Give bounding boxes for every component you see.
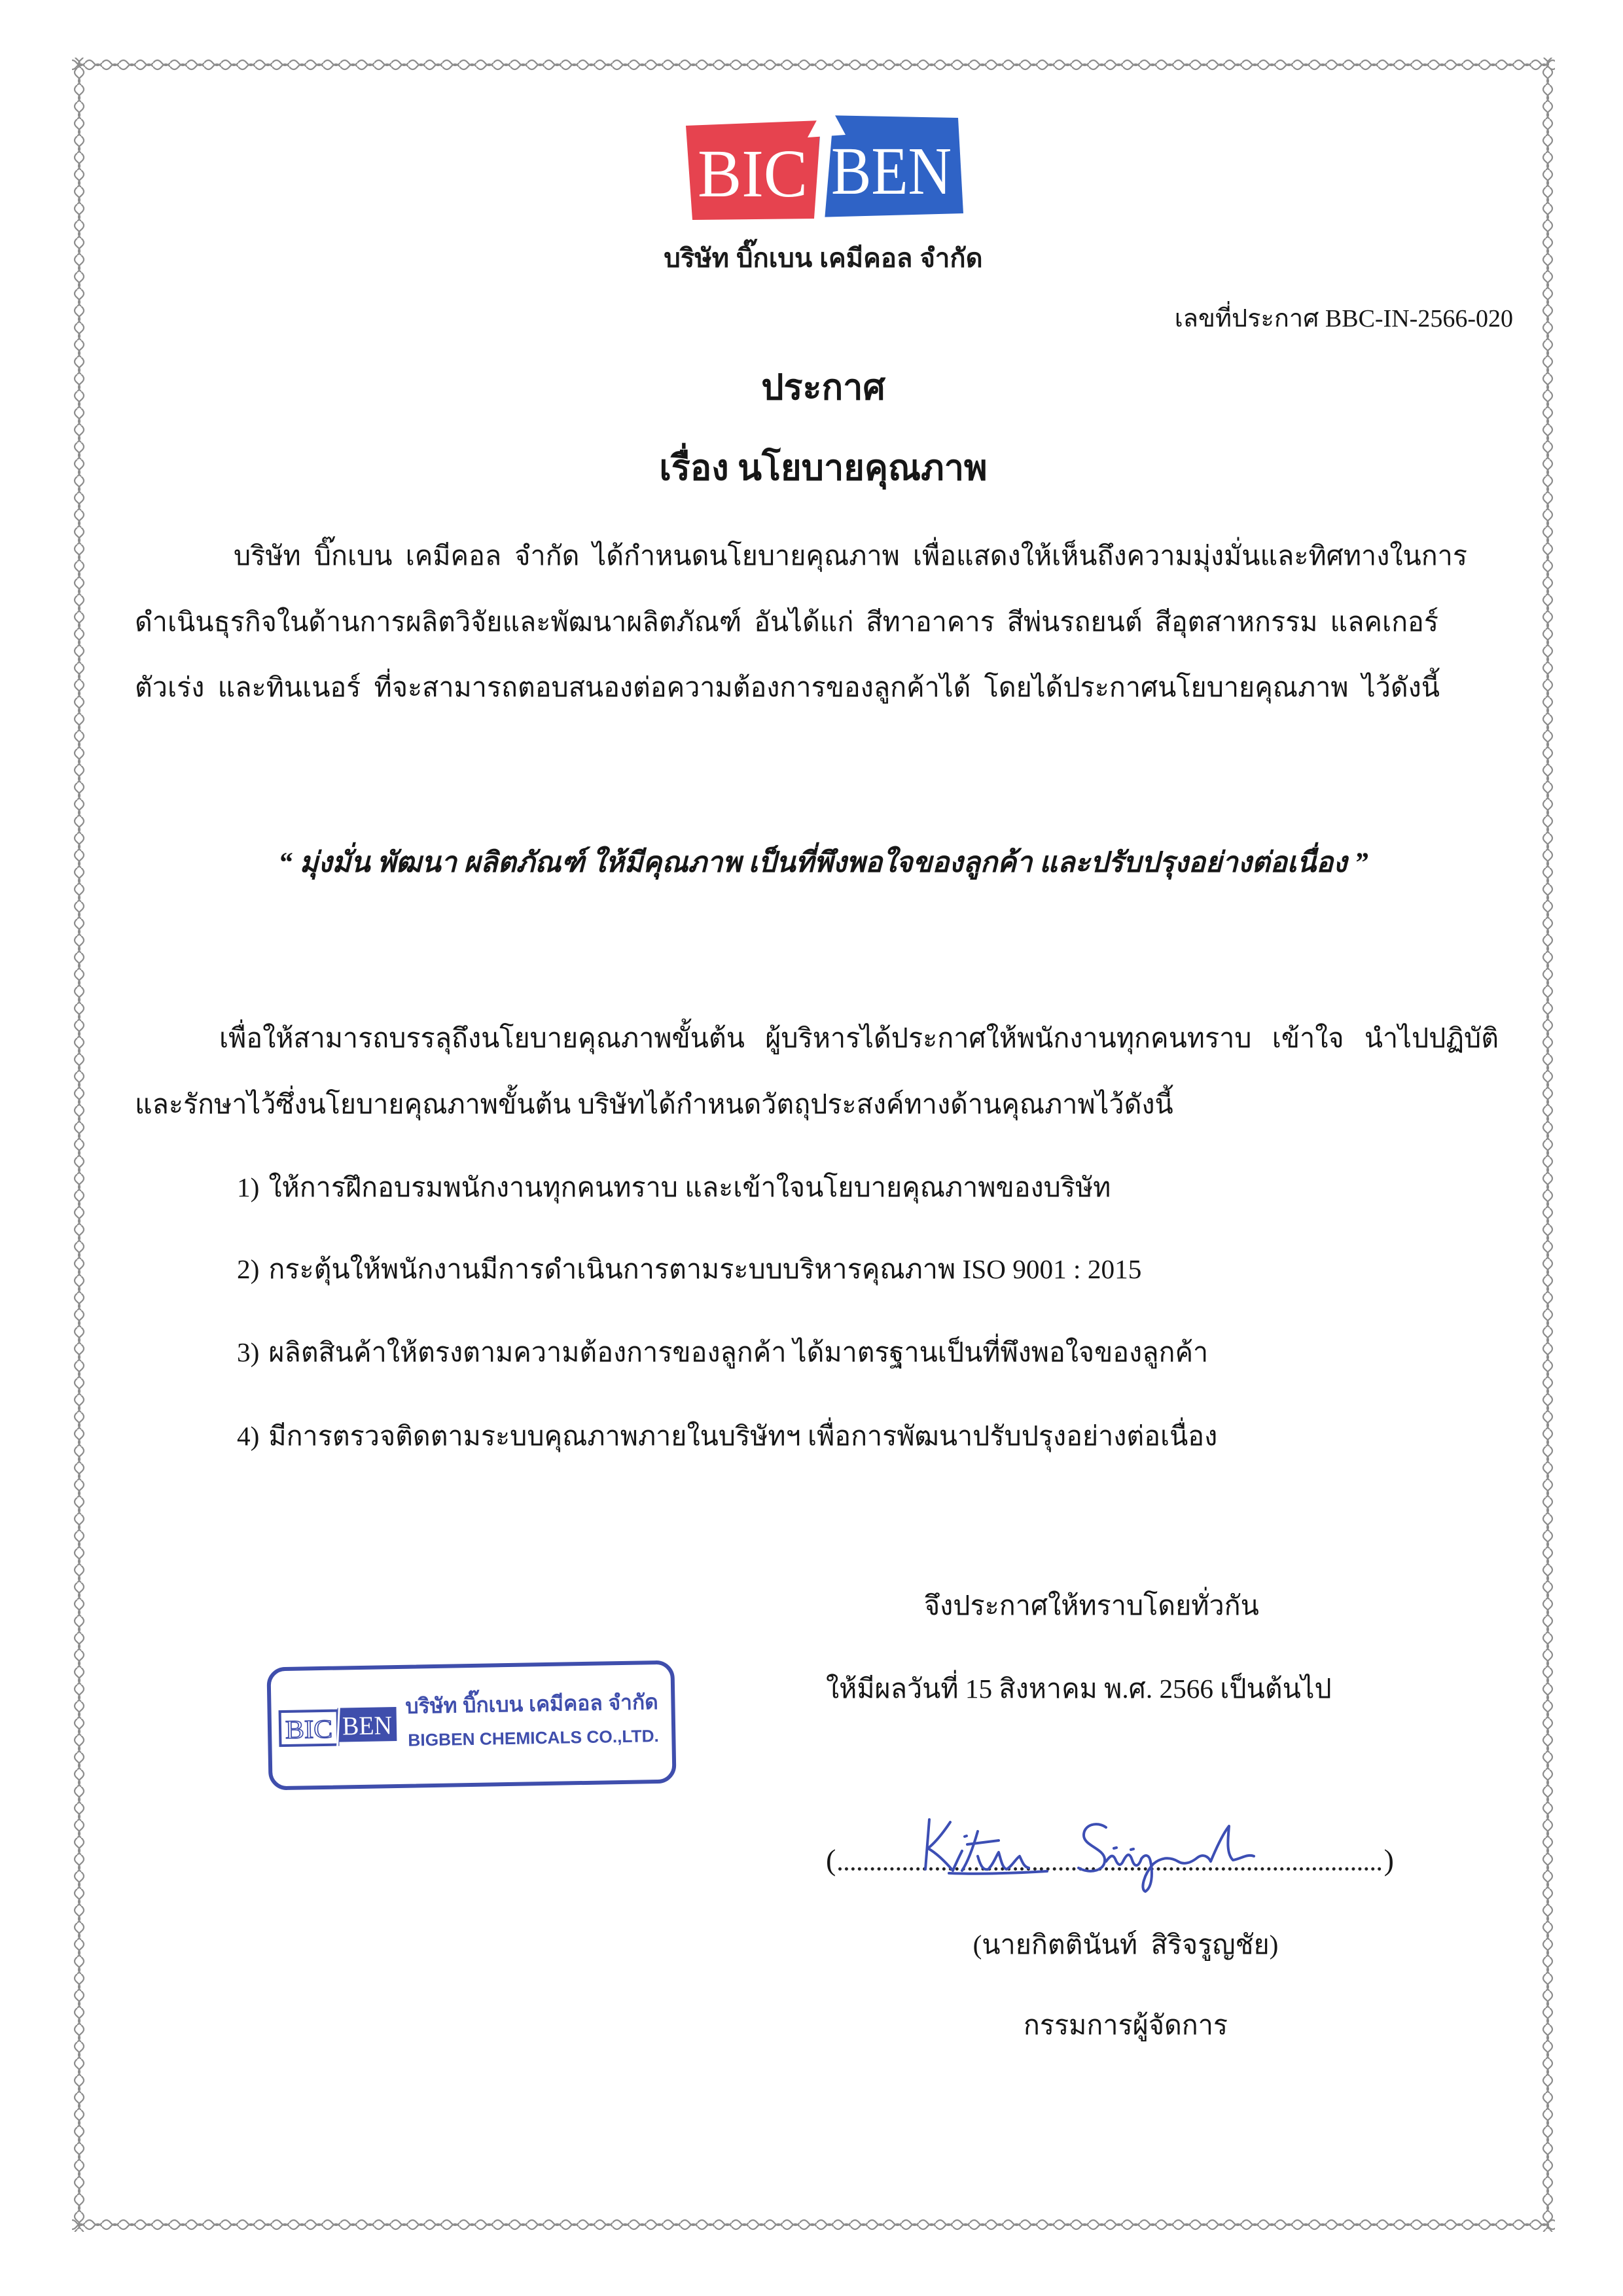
logo-text-ben: BEN — [831, 134, 952, 209]
objective-text: มีการตรวจติดตามระบบคุณภาพภายในบริษัทฯ เพื่อการพัฒนาปรับปรุงอย่างต่อเนื่อง — [268, 1421, 1218, 1451]
logo-text-bic: BIC — [698, 136, 808, 211]
border-bottom — [72, 2217, 1555, 2232]
document-subject: เรื่อง นโยบายคุณภาพ — [659, 448, 988, 488]
intro-line: ดำเนินธุรกิจในด้านการผลิตวิจัยและพัฒนาผลิตภัณฑ์ อันได้แก่ สีทาอาคาร สีพ่นรถยนต์ สีอุตสาหกรรม แลคเกอร์ — [135, 607, 1438, 637]
stamp-logo-bic: BIC — [285, 1713, 330, 1744]
objective-item — [237, 1248, 1480, 1290]
intro-line: ตัวเร่ง และทินเนอร์ ที่จะสามารถตอบสนองต่อความต้องการของลูกค้าได้ โดยได้ประกาศนโยบายคุณภาพ ไว้ดังนี้ — [135, 672, 1440, 702]
handwritten-signature — [910, 1793, 1289, 1905]
objective-number: 3) — [237, 1337, 260, 1367]
objective-item — [237, 1331, 1480, 1373]
stamp-company-name-th: บริษัท บิ๊กเบน เคมีคอล จำกัด — [405, 1690, 659, 1718]
announcement-number: เลขที่ประกาศ BBC-IN-2566-020 — [1174, 305, 1513, 332]
objective-item — [237, 1415, 1480, 1457]
policy-quote: “ มุ่งมั่น พัฒนา ผลิตภัณฑ์ ให้มีคุณภาพ เป็นที่พึงพอใจของลูกค้า และปรับปรุงอย่างต่อเนื่อง ” — [278, 847, 1368, 878]
document-title: ประกาศ — [761, 368, 885, 407]
stamp-company-name-en: BIGBEN CHEMICALS CO.,LTD. — [408, 1726, 660, 1750]
objective-item — [237, 1166, 1480, 1208]
signatory-name: (นายกิตตินันท์ สิริจรูญชัย) — [972, 1929, 1279, 1960]
border-top — [72, 58, 1555, 72]
objective-number: 4) — [237, 1421, 260, 1451]
signature-open-paren: ( — [826, 1843, 836, 1876]
stamp-logo-ben: BEN — [342, 1710, 395, 1741]
border-left — [72, 58, 86, 2232]
border-right — [1541, 58, 1555, 2232]
company-name: บริษัท บิ๊กเบน เคมีคอล จำกัด — [664, 244, 983, 273]
objectives-intro-line: เพื่อให้สามารถบรรลุถึงนโยบายคุณภาพขั้นต้น ผู้บริหารได้ประกาศให้พนักงานทุกคนทราบ เข้าใจ นำไปปฏิบัติ — [219, 1023, 1499, 1053]
objective-text: ผลิตสินค้าให้ตรงตามความต้องการของลูกค้า ได้มาตรฐานเป็นที่พึงพอใจของลูกค้า — [268, 1337, 1209, 1367]
intro-line: บริษัท บิ๊กเบน เคมีคอล จำกัด ได้กำหนดนโยบายคุณภาพ เพื่อแสดงให้เห็นถึงความมุ่งมั่นและทิศทางในการ — [234, 541, 1467, 571]
closing-announcement: จึงประกาศให้ทราบโดยทั่วกัน — [924, 1590, 1259, 1621]
objective-text: กระตุ้นให้พนักงานมีการดำเนินการตามระบบบริหารคุณภาพ ISO 9001 : 2015 — [268, 1254, 1142, 1284]
company-stamp — [266, 1660, 676, 1791]
objectives-intro-line: และรักษาไว้ซึ่งนโยบายคุณภาพขั้นต้น บริษัทได้กำหนดวัตถุประสงค์ทางด้านคุณภาพไว้ดังนี้ — [135, 1089, 1173, 1119]
objective-text: ให้การฝึกอบรมพนักงานทุกคนทราบ และเข้าใจนโยบายคุณภาพของบริษัท — [268, 1172, 1111, 1202]
signature-close-paren: ) — [1383, 1843, 1394, 1876]
effective-date: ให้มีผลวันที่ 15 สิงหาคม พ.ศ. 2566 เป็นต้นไป — [826, 1674, 1332, 1704]
company-logo — [681, 98, 969, 229]
signatory-position: กรรมการผู้จัดการ — [1023, 2010, 1228, 2040]
objective-number: 2) — [237, 1254, 260, 1284]
objective-number: 1) — [237, 1172, 260, 1202]
stamp-logo — [277, 1703, 399, 1751]
